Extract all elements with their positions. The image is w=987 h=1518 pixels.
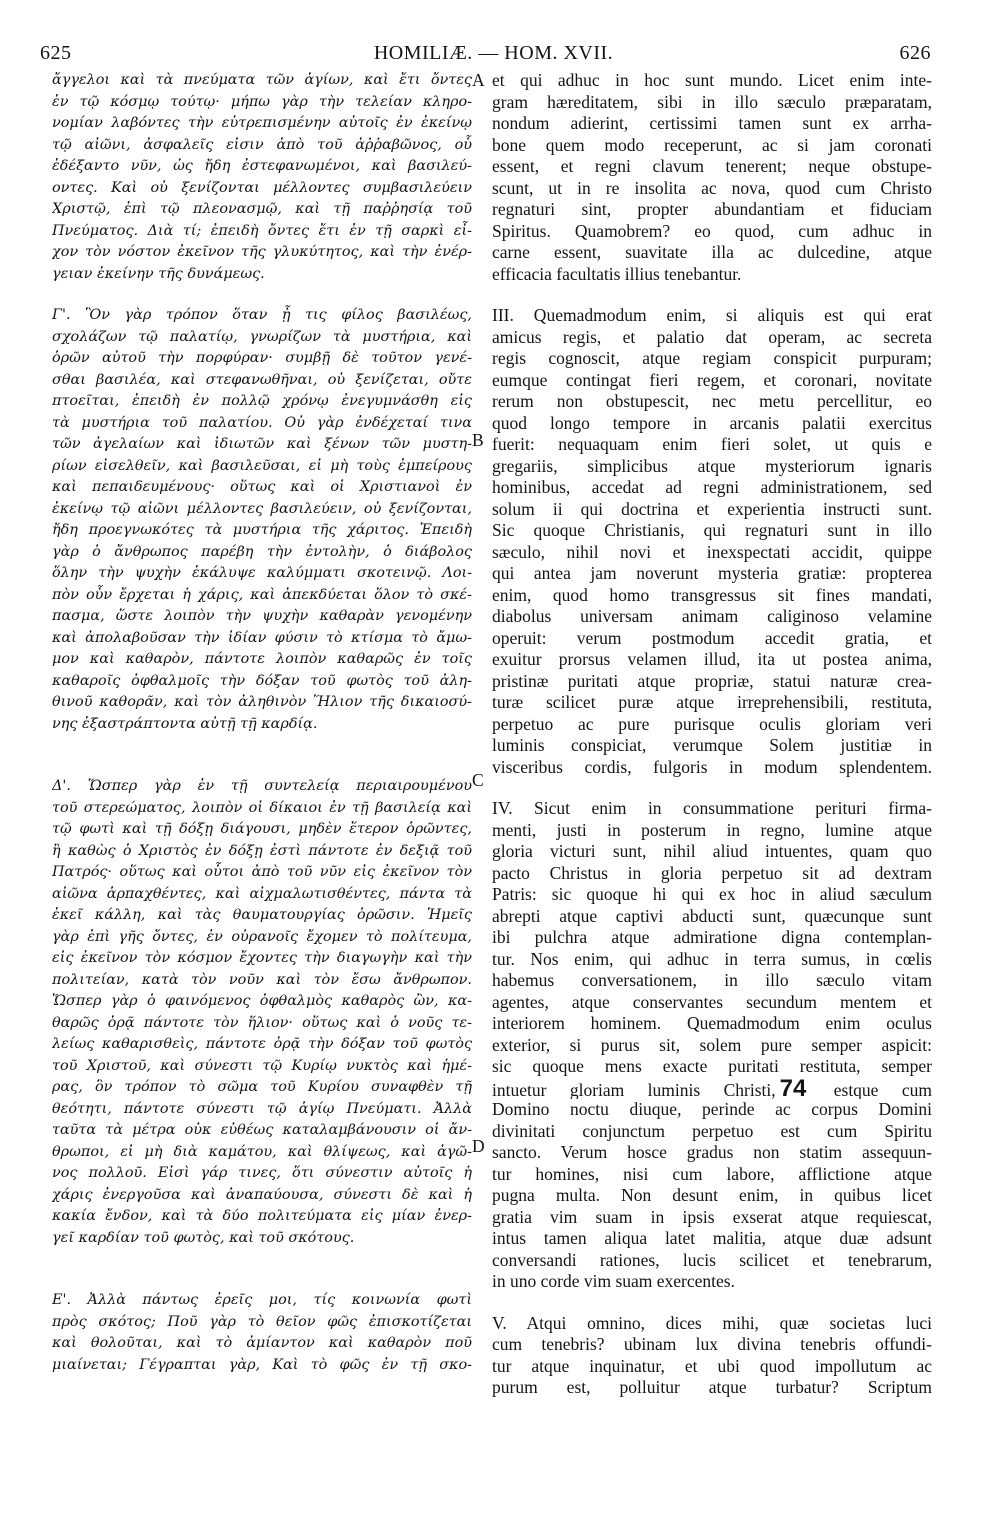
greek-text-line: ἄγγελοι καὶ τὰ πνεύματα τῶν ἁγίων, καὶ ἔτι ὄντες [52,72,472,88]
greek-text-line: Ὥσπερ γὰρ ὁ φαινόμενος ὀφθαλμὸς καθαρὸς ὢν, κα- [52,993,472,1009]
greek-text-line: σθαι βασιλέα, καὶ στεφανωθῆναι, οὐ ξενίζεται, οὔτε [52,371,472,388]
latin-text-line: regnaturi sint, propter abundantiam et fiduciam [492,199,932,219]
latin-text-line: tur homines, nisi cum labore, afflictione atque [492,1163,932,1184]
latin-text-line: tur atque inquinatur, et ubi quod impollutum ac [492,1355,932,1376]
greek-text-line: ὅλην τὴν ψυχὴν ἐκάλυψε καλύμματι σκοτεινῷ. Λοι- [52,565,472,581]
latin-text-line: rerum non obstupescit, nec metu percellitur, eo [492,391,932,411]
greek-text-line: εἰς ἐκεῖνον τὸν κόσμον ἔχοντες τὴν διαγωγὴν καὶ τὴν [52,950,472,966]
latin-text-line: ibi pulchra atque admiratione digna contemplan- [492,927,932,947]
latin-text-line: exterior, si purus sit, solem pure semper aspicit: [492,1034,932,1055]
greek-text-line: νομίαν λαβόντες τὴν εὐτρεπισμένην αὐτοῖς ἐν ἐκείνῳ [52,115,472,131]
latin-text-line: nondum adierint, certissimi tamen sunt ex arrha- [492,113,932,133]
margin-letter-d: D [472,1136,485,1156]
latin-text-line: gloria victuri sunt, nihil aliud intuentes, quam quo [492,841,932,861]
greek-text-line: ἐκεῖ κάλλη, καὶ τὰς θαυματουργίας ὁρῶσιν. Ἡμεῖς [52,907,472,923]
greek-text-line: καὶ θολοῦται, καὶ τὸ ἀμίαντον καὶ καθαρὸν ποῦ [52,1335,472,1351]
greek-text-line: γὰρ ἐπὶ γῆς ὄντες, ἐν οὐρανοῖς ἔχομεν τὸ πολίτευμα, [52,928,472,945]
latin-text-line: Sic quoque Christianis, qui regnaturi sunt in illo [492,520,932,540]
greek-text-line: ἐδέξαντο νῦν, ὡς ἤδη ἐστεφανωμένοι, καὶ βασιλεύ- [52,158,472,174]
column-number-marker: 74 [779,1077,807,1099]
greek-text-line: θαρῶς ὁρᾷ πάντοτε τὸν ἥλιον· οὕτως καὶ ὁ νοῦς τε- [52,1014,472,1031]
greek-text-line: νος πολλοῦ. Εἰσὶ γάρ τινες, ὅτι σύνεστιν αὐτοῖς ἡ [52,1165,472,1181]
latin-text-line: intus tamen aliqua latet malitia, atque duæ adsunt [492,1228,932,1248]
latin-text-line: Spiritus. Quamobrem? eo quod, cum adhuc in [492,220,932,241]
greek-text-line: κακία ἔνδον, καὶ τὰ δύο πολιτεύματα εἰς μίαν ἐνερ- [52,1208,472,1224]
latin-text-line: IV. Sicut enim in consummatione perituri firma- [492,798,932,818]
page-number-right: 626 [899,42,931,64]
latin-text-line: sæculo, nihil novi et inexspectati accidit, quippe [492,541,932,562]
latin-text-line: Patris: sic quoque hi qui ex hoc in aliud sæculum [492,884,932,904]
latin-text-line: carne essent, suavitate illa ac dulcedine, atque [492,242,932,262]
latin-text-line: agentes, atque conservantes secundum mentem et [492,991,932,1012]
greek-text-line: πολιτείαν, κατὰ τὸν νοῦν καὶ τὸν ἔσω ἄνθρωπον. [52,971,472,988]
greek-text-line: Δ'. Ὥσπερ γὰρ ἐν τῇ συντελείᾳ περιαιρουμένου [52,778,472,794]
greek-text-line: Ε'. Ἀλλὰ πάντως ἐρεῖς μοι, τίς κοινωνία φωτὶ [52,1292,472,1308]
greek-text-line: ἢ καθὼς ὁ Χριστὸς ἐν δόξῃ ἐστὶ πάντοτε ἐν δεξιᾷ τοῦ [52,842,472,859]
latin-text-line: solum ii qui doctrina et experientia instructi sunt. [492,498,932,519]
latin-text-line: visceribus cordis, fulgoris in modum splendentem. [492,756,932,777]
latin-text-line: Domino noctu diuque, perinde ac corpus Domini [492,1099,932,1119]
margin-letter-b: B [472,430,484,450]
latin-text-segment: estque cum [810,1079,932,1099]
latin-text-line: gratia vim suam in ipsis exserat atque requiescat, [492,1206,932,1227]
latin-text-line: exuitur prorsus velamen illud, ita ut postea anima, [492,649,932,669]
greek-paragraph-gap [52,285,472,305]
latin-text-line: eumque contingat fieri regem, et coronari, novitate [492,369,932,390]
greek-text-line: θινοῦ καθορᾶν, καὶ τὸν ἀληθινὸν Ἥλιον τῆς δικαιοσύ- [52,694,472,710]
greek-text-line: ἐν τῷ κόσμῳ τούτῳ· μήπω γὰρ τὴν τελείαν κληρο- [52,93,472,110]
greek-text-line: πασμα, ὥστε λοιπὸν τὴν ψυχὴν καθαρὰν γενομένην [52,608,472,624]
latin-text-line: luminis conspiciat, verumque Solem justitiæ in [492,735,932,755]
latin-paragraph-gap [492,285,932,305]
latin-text-line: amicus regis, et palatio dat operam, ac secreta [492,326,932,347]
greek-text-line: ταῦτα τὰ μέτρα οὐκ εὐθέως καταλαμβάνουσιν οἱ ἄν- [52,1122,472,1138]
latin-text-line: et qui adhuc in hoc sunt mundo. Licet enim inte- [492,70,932,90]
latin-text-line: sancto. Verum hosce gradus non statim assequun- [492,1142,932,1162]
latin-text-line: sic quoque mens exacte puritati restituta, semper [492,1056,932,1076]
latin-text-line: regis cognoscit, atque regiam conspicit purpuram; [492,348,932,368]
latin-text-line: perpetuo ac pure purisque oculis gloriam veri [492,713,932,734]
greek-text-line: χάρις ἐνεργοῦσα καὶ ἀναπαύουσα, σύνεστι δὲ καὶ ἡ [52,1186,472,1203]
latin-text-line: in uno corde vim suam exercentes. [492,1271,735,1291]
greek-text-line: ἤδη προεγνωκότες τὰ μυστήρια τῆς χάριτος. Ἐπειδὴ [52,522,472,538]
latin-text-line: fuerit: nequaquam enim fieri solet, ut quis e [492,434,932,454]
latin-text-line: abrepti atque captivi abducti sunt, quæcunque sunt [492,905,932,926]
greek-text-line: ρίων εἰσελθεῖν, καὶ βασιλεῦσαι, εἰ μὴ τοὺς ἐμπείρους [52,457,472,474]
greek-text-line: Πνεύματος. Διὰ τί; ἐπειδὴ ὄντες ἔτι ἐν τῇ σαρκὶ εἶ- [52,222,472,239]
greek-text-line: ὁρῶν αὐτοῦ τὴν πορφύραν· συμβῇ δὲ τοῦτον γενέ- [52,350,472,366]
greek-text-line: λείως καθαρισθεὶς, πάντοτε ὁρᾷ τὴν δόξαν τοῦ φωτὸς [52,1036,472,1052]
latin-text-line: pugna multa. Non desunt enim, in quibus licet [492,1185,932,1205]
greek-text-line: καθαροῖς ὀφθαλμοῖς τὴν δόξαν τοῦ φωτὸς τοῦ ἀλη- [52,672,472,689]
latin-text-line: purum est, polluitur atque turbatur? Scriptum [492,1377,932,1397]
greek-text-line: γεῖ καρδίαν τοῦ φωτὸς, καὶ τοῦ σκότους. [52,1229,355,1246]
greek-text-line: σχολάζων τῷ παλατίῳ, γνωρίζων τὰ μυστήρια, καὶ [52,328,472,345]
greek-text-line: πὸν οὖν ἔρχεται ἡ χάρις, καὶ ἀπεκδύεται ὅλον τὸ σκέ- [52,586,472,603]
latin-text-line: diabolus universam animam caliginoso velamine [492,606,932,626]
latin-text-line: V. Atqui omnino, dices mihi, quæ societas luci [492,1312,932,1333]
greek-text-line: τοῦ στερεώματος, λοιπὸν οἱ δίκαιοι ἐν τῇ βασιλείᾳ καὶ [52,799,472,816]
page-number-left: 625 [40,42,72,64]
greek-text-line: τῶν ἀγελαίων καὶ ἰδιωτῶν καὶ ξένων τῶν μυστη- [52,436,472,452]
latin-text-line: turæ scilicet puræ atque irreprehensibili, restituta, [492,692,932,712]
greek-text-line: οντες. Καὶ οὐ ξενίζονται μέλλοντες συμβασιλεύειν [52,179,472,196]
greek-text-line: πτοεῖται, ἐπειδὴ ἐν πολλῷ χρόνῳ ἐνεγυμνάσθη εἰς [52,393,472,409]
latin-text-segment: intuetur gloriam luminis Christi, [492,1079,776,1099]
running-title: HOMILIÆ. — HOM. XVII. [373,42,614,64]
greek-text-line: ἐκείνῳ τῷ αἰῶνι μέλλοντες βασιλεύειν, οὐ ξενίζονται, [52,500,472,517]
latin-text-line [492,1078,932,1100]
latin-text-line: habemus conversationem, in illo sæculo vitam [492,970,932,990]
margin-letter-a: A [472,70,485,90]
latin-text-line: menti, justi in posterum in regno, lumine atque [492,819,932,840]
running-header [0,42,987,72]
latin-text-line: enim, quod homo transgressus sit fines mandati, [492,584,932,605]
greek-paragraph-gap [52,735,472,776]
greek-text-line: καὶ πεπαιδευμένους· οὕτως καὶ οἱ Χριστιανοὶ ἐν [52,479,472,495]
greek-text-line: μον καὶ καθαρὸν, πάντοτε λοιπὸν καθαρῶς ἐν τοῖς [52,651,472,667]
greek-text-line: καὶ ἀπολαβοῦσαν τὴν ἰδίαν φύσιν τὸ κτίσμα τὸ ἄμω- [52,629,472,646]
latin-text-line: hominibus, accedat ad regni administrationem, sed [492,477,932,497]
latin-text-line: gram hæreditatem, sibi in illo sæculo præparatam, [492,91,932,112]
greek-text-line: πρὸς σκότος; Ποῦ γὰρ τὸ θεῖον φῶς ἐπισκοτίζεται [52,1313,472,1330]
greek-text-line: χον τὸν νόστον ἐκεῖνον τῆς γλυκύτητος, καὶ τὴν ἐνέρ- [52,244,472,260]
latin-text-line: bone quem modo receperunt, ac si jam coronati [492,134,932,155]
latin-text-line: III. Quemadmodum enim, si aliquis est qui erat [492,305,932,325]
latin-text-line: qui antea jam noverunt mysteria gratiæ: propterea [492,563,932,583]
greek-text-line: ρας, ὃν τρόπον τὸ σῶμα τοῦ Κυρίου συναφθὲν τῇ [52,1079,472,1095]
latin-text-line: cum tenebris? ubinam lux divina tenebris offundi- [492,1334,932,1354]
greek-text-line: Γ'. Ὃν γὰρ τρόπον ὅταν ᾖ τις φίλος βασιλέως, [52,307,472,323]
greek-paragraph-gap [52,1249,472,1290]
latin-paragraph-gap [492,778,932,798]
greek-text-line: μιαίνεται; Γέγραπται γὰρ, Καὶ τὸ φῶς ἐν τῇ σκο- [52,1356,472,1373]
latin-text-line: scunt, ut in re insolita ac nova, quod cum Christo [492,177,932,198]
latin-text-line: quod longo tempore in arcanis palatii exercitus [492,412,932,433]
greek-text-line: τῷ φωτὶ καὶ τῇ δόξῃ διάγουσι, μηδὲν ἕτερον ὁρῶντες, [52,821,472,837]
latin-text-line: divinitati conjunctum perpetuo est cum Spiritu [492,1120,932,1141]
greek-text-line: θρωποι, εἰ μὴ διὰ καμάτου, καὶ θλίψεως, καὶ ἀγῶ- [52,1143,472,1160]
greek-text-line: γειαν ἐκείνην τῆς δυνάμεως. [52,265,265,282]
greek-text-line: νης ἐξαστράπτοντα αὐτῇ τῇ καρδίᾳ. [52,715,318,732]
latin-text-line: pacto Christus in gloria perpetuo sit ad dextram [492,862,932,883]
latin-text-line: interiorem hominem. Quemadmodum enim oculus [492,1013,932,1033]
greek-text-line: αἰῶνα ἁρπαχθέντες, καὶ αἰχμαλωτισθέντες, πάντα τὰ [52,885,472,902]
greek-text-line: τοῦ Χριστοῦ, καὶ σύνεστι τῷ Κυρίῳ νυκτὸς καὶ ἡμέ- [52,1057,472,1074]
latin-text-line: operuit: verum postmodum accedit gratia, et [492,627,932,648]
latin-column [492,70,932,1399]
latin-text-line: conversandi rationes, lucis scilicet et tenebrarum, [492,1249,932,1270]
greek-text-line: τῷ αἰῶνι, ἀσφαλεῖς εἰσιν ἀπὸ τοῦ ἀῤῥαβῶνος, οὗ [52,136,472,153]
margin-letter-c: C [472,770,484,790]
latin-text-line: pristinæ puritati atque propriæ, statui naturæ crea- [492,670,932,691]
latin-text-line: gregariis, simplicibus atque mysteriorum ignaris [492,455,932,476]
latin-paragraph-gap [492,1293,932,1313]
latin-text-line: efficacia facultatis illius tenebantur. [492,263,742,284]
greek-text-line: Χριστῷ, ἐπὶ τῷ πλεονασμῷ, καὶ τῇ παῤῥησίᾳ τοῦ [52,201,472,217]
greek-column [52,70,472,1376]
latin-text-line: essent, et regni clavum tenerent; neque obstupe- [492,156,932,176]
greek-text-line: θεότητι, πάντοτε σύνεστι τῷ ἁγίῳ Πνεύματι. Ἀλλὰ [52,1100,472,1117]
greek-text-line: τὰ μυστήρια τοῦ παλατίου. Οὐ γὰρ ἐνδέχεταί τινα [52,414,472,431]
latin-text-line: tur. Nos enim, qui adhuc in terra sumus, in cœlis [492,948,932,969]
greek-text-line: Πατρός· οὕτως καὶ οὗτοι ἀπὸ τοῦ νῦν εἰς ἐκεῖνον τὸν [52,864,472,880]
greek-text-line: γὰρ ὁ ἄνθρωπος παρέβη τὴν ἐντολὴν, ὁ διάβολος [52,543,472,560]
